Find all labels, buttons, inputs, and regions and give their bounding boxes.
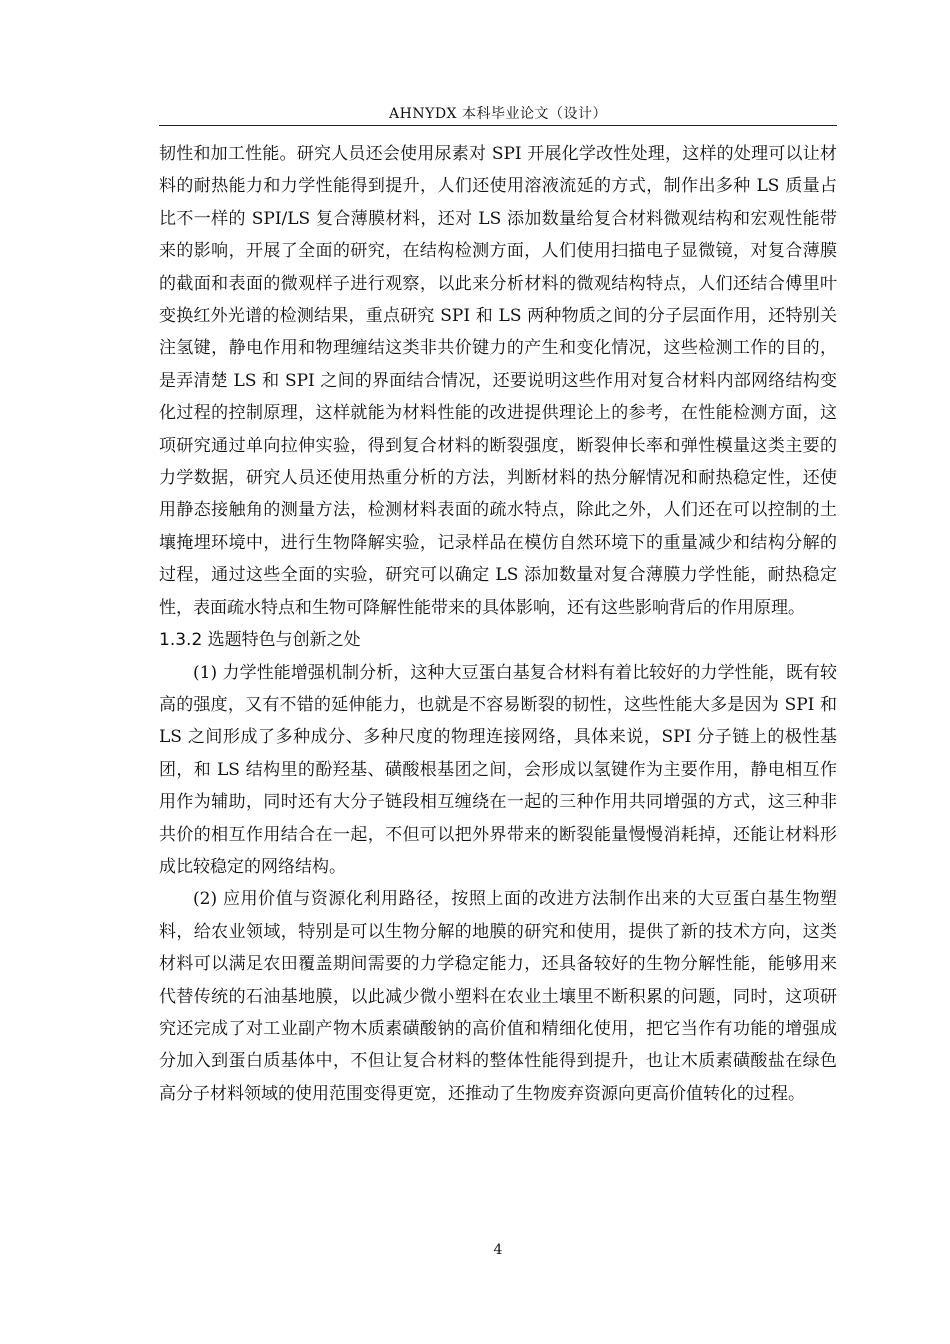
body-paragraph: 韧性和加工性能。研究人员还会使用尿素对 SPI 开展化学改性处理，这样的处理可以让材料的耐热能力和力学性能得到提升，人们还使用溶液流延的方式，制作出多种 LS 质量占比不一样的 SPI/LS 复合薄膜材料，还对 LS 添加数量给复合材料微观结构和宏观性能带来的影响，开展了全面的研究，在结构检测方面，人们使用扫描电子显微镜，对复合薄膜的截面和表面的微观样子进行观察，以此来分析材料的微观结构特点，人们还结合傅里叶变换红外光谱的检测结果，重点研究 SPI 和 LS 两种物质之间的分子层面作用，还特别关注氢键，静电作用和物理缠结这类非共价键力的产生和变化情况，这些检测工作的目的，是弄清楚 LS 和 SPI 之间的界面结合情况，还要说明这些作用对复合材料内部网络结构变化过程的控制原理，这样就能为材料性能的改进提供理论上的参考，在性能检测方面，这项研究通过单向拉伸实验，得到复合材料的断裂强度，断裂伸长率和弹性模量这类主要的力学数据，研究人员还使用热重分析的方法，判断材料的热分解情况和耐热稳定性，还使用静态接触角的测量方法，检测材料表面的疏水特点，除此之外，人们还在可以控制的土壤掩埋环境中，进行生物降解实验，记录样品在模仿自然环境下的重量减少和结构分解的过程，通过这些全面的实验，研究可以确定 LS 添加数量对复合薄膜力学性能，耐热稳定性，表面疏水特点和生物可降解性能带来的具体影响，还有这些影响背后的作用原理。 <box>159 144 837 618</box>
body-paragraph: (1) 力学性能增强机制分析，这种大豆蛋白基复合材料有着比较好的力学性能，既有较高的强度，又有不错的延伸能力，也就是不容易断裂的韧性，这些性能大多是因为 SPI 和 LS 之间形成了多种成分、多种尺度的物理连接网络，具体来说，SPI 分子链上的极性基团，和 LS 结构里的酚羟基、磺酸根基团之间，会形成以氢键作为主要作用，静电相互作用作为辅助，同时还有大分子链段相互缠绕在一起的三种作用共同增强的方式，这三种非共价的相互作用结合在一起，不但可以把外界带来的断裂能量慢慢消耗掉，还能让材料形成比较稳定的网络结构。 <box>159 662 837 877</box>
header-rule <box>159 125 837 126</box>
section-heading: 1.3.2 选题特色与创新之处 <box>159 630 361 651</box>
page-number: 4 <box>493 1242 503 1258</box>
page-body <box>159 138 837 1110</box>
body-paragraph: (2) 应用价值与资源化利用路径，按照上面的改进方法制作出来的大豆蛋白基生物塑料，给农业领域，特别是可以生物分解的地膜的研究和使用，提供了新的技术方向，这类材料可以满足农田覆盖期间需要的力学稳定能力，还具备较好的生物分解性能，能够用来代替传统的石油基地膜，以此减少微小塑料在农业土壤里不断积累的问题，同时，这项研究还完成了对工业副产物木质素磺酸钠的高价值和精细化使用，把它当作有功能的增强成分加入到蛋白质基体中，不但让复合材料的整体性能得到提升，也让木质素磺酸盐在绿色高分子材料领域的使用范围变得更宽，还推动了生物废弃资源向更高价值转化的过程。 <box>159 889 837 1104</box>
running-header: AHNYDX 本科毕业论文（设计） <box>389 106 607 122</box>
